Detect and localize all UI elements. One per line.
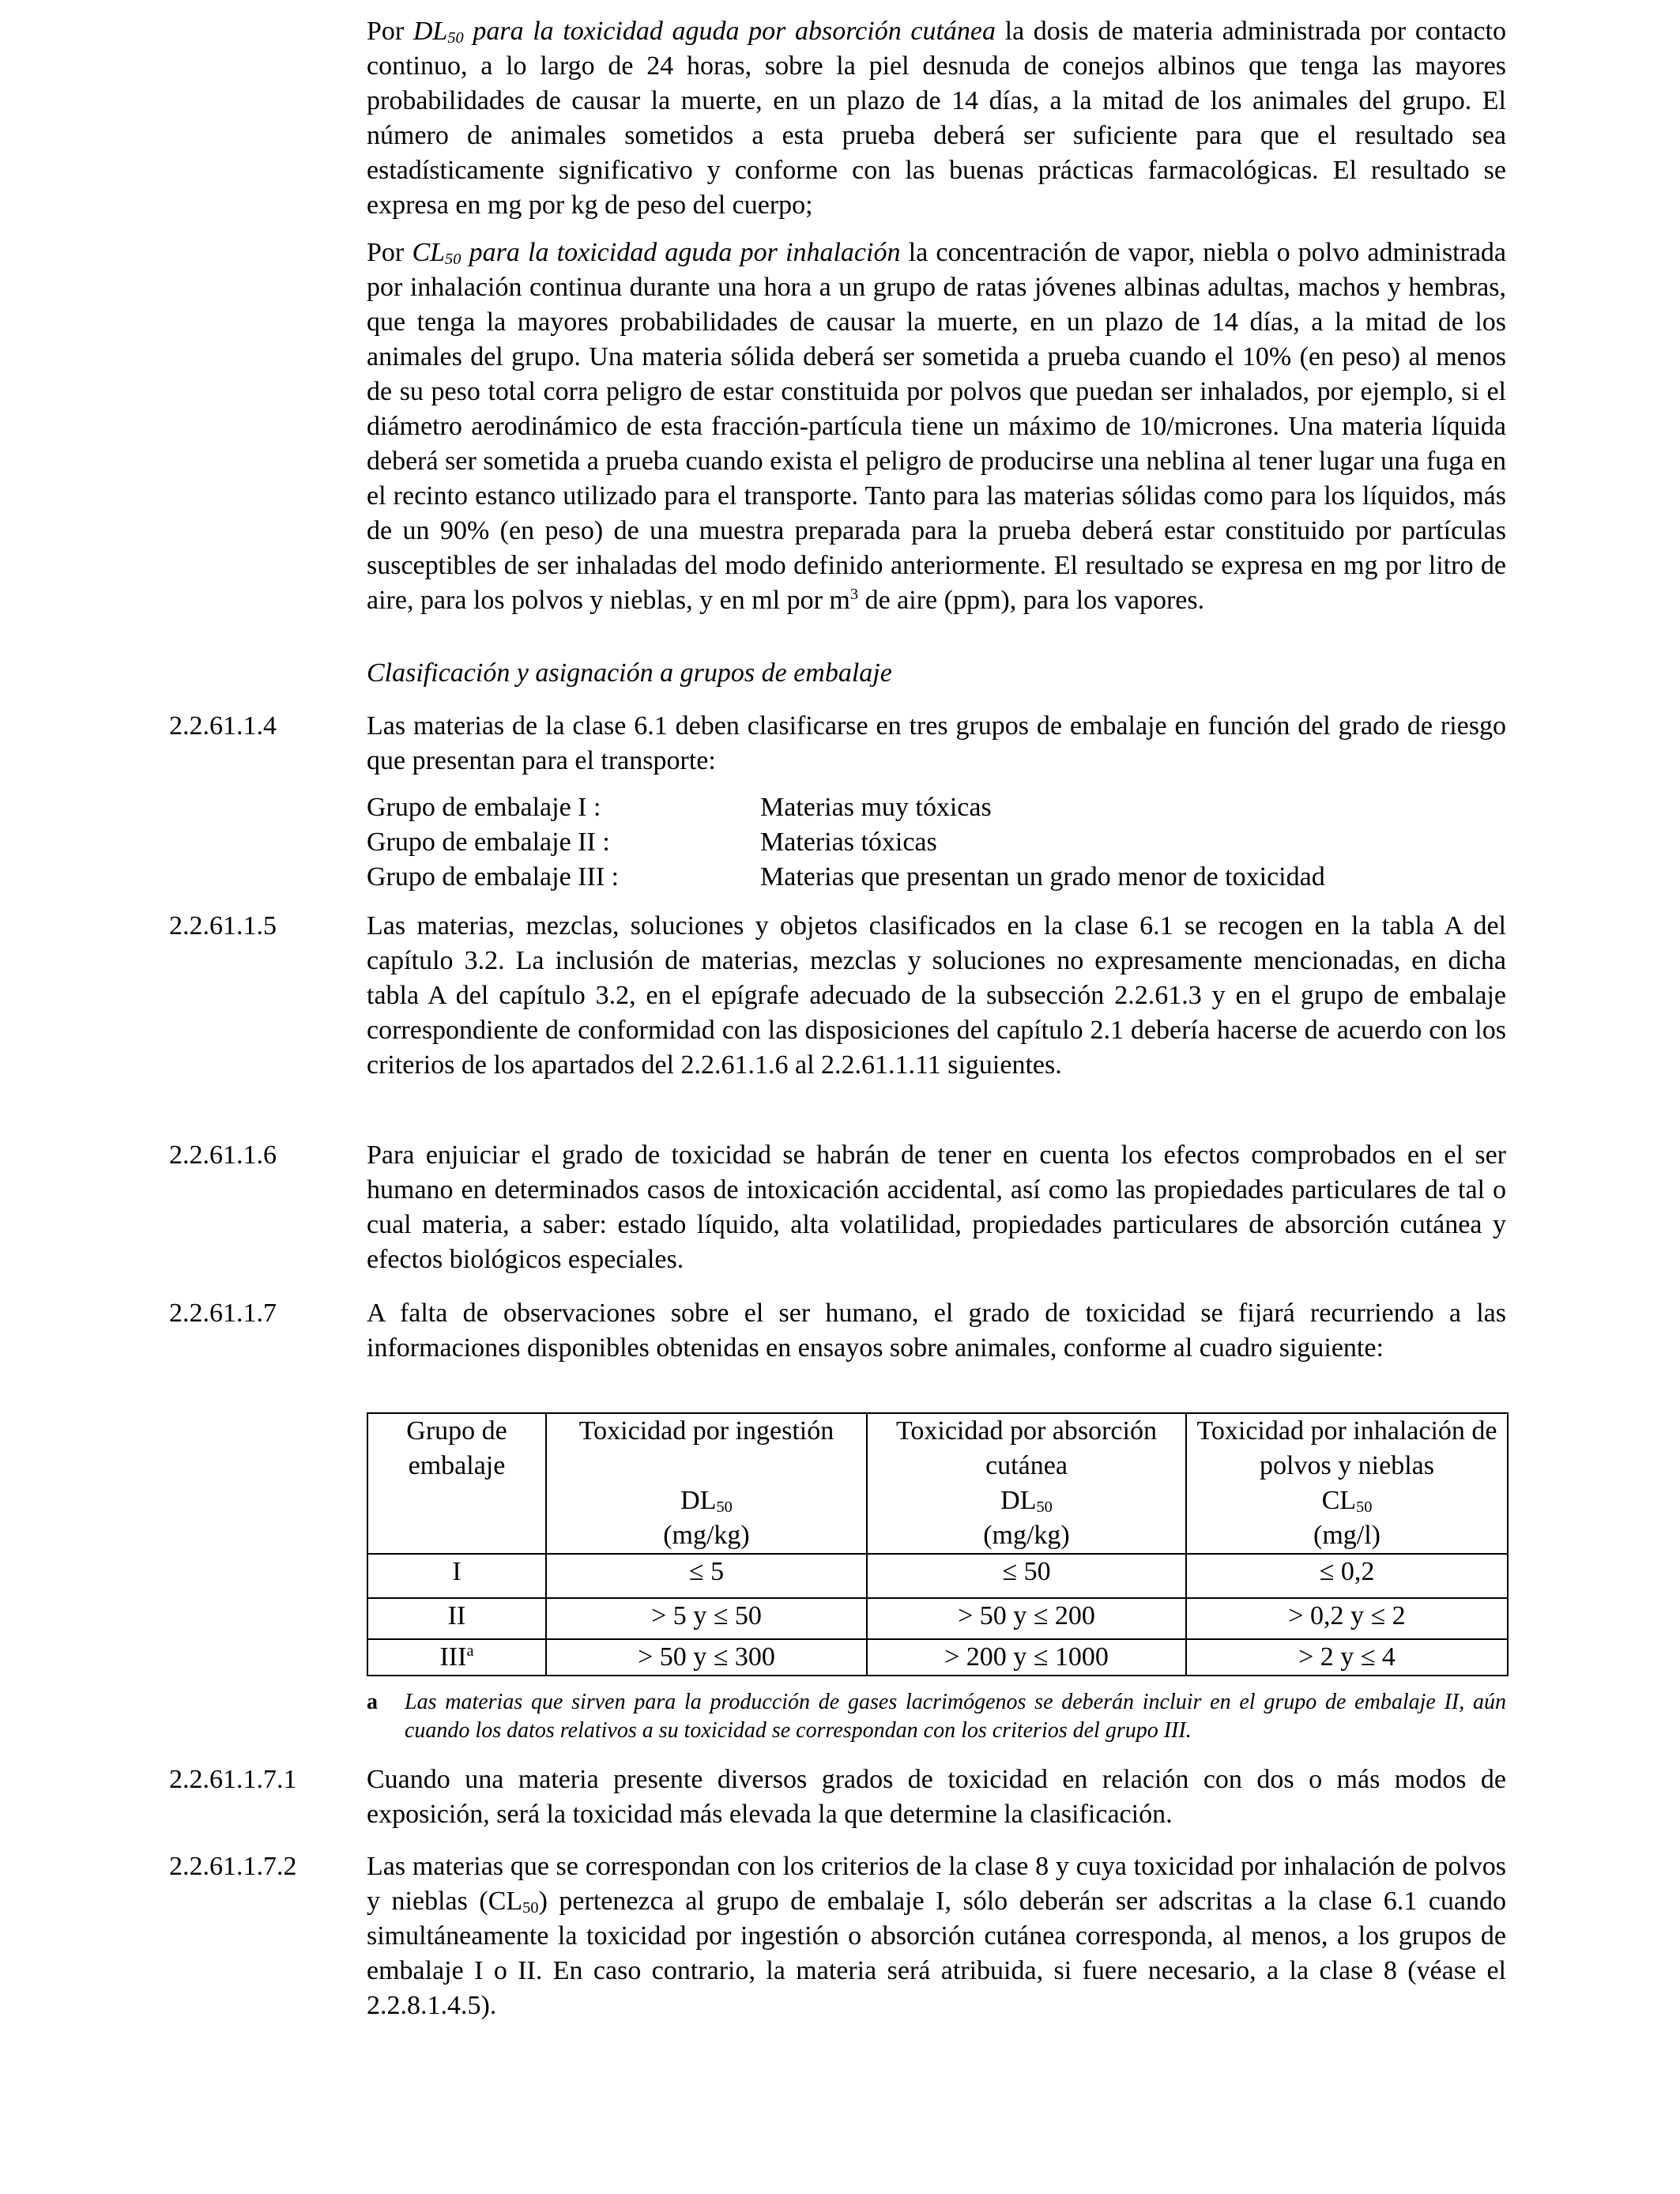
paragraph-cl50-inhalacion: Por $CL_{50}$ para la toxicidad aguda por inhalación la concentración de vapor, niebla o polvo administrada por inhalación continua durante una hora a un grupo de ratas jóvenes albinas adultas, machos y hembras, que tenga la mayores probabilidades de causar la muerte, en un plazo de 14 días, a la mitad de los animales del grupo. Una materia sólida deberá ser sometida a prueba cuando el 10% (en peso) al menos de su peso total corra peligro de estar constituida por polvos que puedan ser inhalados, por ejemplo, si el diámetro aerodinámico de esta fracción-partícula tiene un máximo de 10/micrones. Una materia líquida deberá ser sometida a prueba cuando exista el peligro de producirse una neblina al tener lugar una fuga en el recinto estanco utilizado para el transporte. Tanto para las materias sólidas como para los líquidos, más de un 90% (en peso) de una muestra preparada para la prueba deberá estar constituido por partículas susceptibles de ser inhaladas del modo definido anteriormente. El resultado se expresa en mg por litro de aire, para los polvos y nieblas, y en ml por $m^3$ de aire (ppm), para los vapores.	[367, 238, 1507, 615]
toxicity-table	[367, 1412, 1509, 1676]
packing-group-item: Grupo de embalaje I : Materias muy tóxicas	[367, 793, 992, 822]
table-cell: > 200 y ≤ 1000	[867, 1639, 1186, 1676]
packing-group-item: Grupo de embalaje III : Materias que presentan un grado menor de toxicidad	[367, 862, 1325, 892]
text-fragment: Por	[367, 238, 412, 267]
table-cell: ≤ 5	[546, 1554, 867, 1598]
section-number: 2.2.61.1.7.1	[169, 1765, 297, 1794]
section-text: Para enjuiciar el grado de toxicidad se habrán de tener en cuenta los efectos comprobados en el ser humano en determinados casos de intoxicación accidental, así como las propiedades particulares de tal o cual materia, a saber: estado líquido, alta volatilidad, propiedades particulares de absorción cutánea y efectos biológicos especiales.	[367, 1140, 1506, 1274]
table-cell-group: III$^a$	[367, 1639, 546, 1676]
table-cell: ≤ 0,2	[1186, 1554, 1508, 1598]
section-heading: Clasificación y asignación a grupos de embalaje	[367, 658, 892, 688]
table-header-cell: Grupo de embalaje	[367, 1413, 546, 1554]
section-text: Las materias que se correspondan con los criterios de la clase 8 y cuya toxicidad por inhalación de polvos y nieblas $(CL_{50})$ pertenezca al grupo de embalaje I, sólo deberán ser adscritas a la clase 6.1 cuando simultáneamente la toxicidad por ingestión o absorción cutánea corresponda, al menos, a los grupos de embalaje I o II. En caso contrario, la materia será atribuida, si fuere necesario, a la clase 8 (véase el 2.2.8.1.4.5).	[367, 1852, 1506, 2020]
section-text: A falta de observaciones sobre el ser humano, el grado de toxicidad se fijará recurriendo a las informaciones disponibles obtenidas en ensayos sobre animales, conforme al cuadro siguiente:	[367, 1299, 1506, 1363]
packing-group-list	[367, 790, 1506, 895]
table-cell: > 50 y ≤ 200	[867, 1598, 1186, 1639]
table-cell: > 5 y ≤ 50	[546, 1598, 867, 1639]
section-number: 2.2.61.1.4	[169, 711, 277, 741]
section-number: 2.2.61.1.5	[169, 911, 277, 941]
table-cell-group: II	[367, 1598, 546, 1639]
section-number: 2.2.61.1.7.2	[169, 1852, 297, 1881]
paragraph-dl50-cutanea	[367, 14, 1506, 223]
table-row	[367, 1554, 1508, 1598]
table-row	[367, 1598, 1508, 1639]
table-cell: > 0,2 y ≤ 2	[1186, 1598, 1508, 1639]
section-text: Las materias, mezclas, soluciones y objetos clasificados en la clase 6.1 se recogen en la tabla A del capítulo 3.2. La inclusión de materias, mezclas y soluciones no expresamente mencionadas, en dicha tabla A del capítulo 3.2, en el epígrafe adecuado de la subsección 2.2.61.3 y en el grupo de embalaje correspondiente de conformidad con las disposiciones del capítulo 2.1 debería hacerse de acuerdo con los criterios de los apartados del 2.2.61.1.6 al 2.2.61.1.11 siguientes.	[367, 911, 1506, 1080]
section-text: Cuando una materia presente diversos grados de toxicidad en relación con dos o más modos de exposición, será la toxicidad más elevada la que determine la clasificación.	[367, 1765, 1506, 1829]
paragraph-text: la dosis de materia administrada por contacto continuo, a lo largo de 24 horas, sobre la piel desnuda de conejos albinos que tenga las mayores probabilidades de causar la muerte, en un plazo de 14 días, a la mitad de los animales del grupo. El número de animales sometidos a esta prueba deberá ser suficiente para que el resultado sea estadísticamente significativo y conforme con las buenas prácticas farmacológicas. El resultado se expresa en mg por kg de peso del cuerpo;	[367, 17, 1507, 220]
footnote-text: Las materias que sirven para la producción de gases lacrimógenos se deberán incluir en el grupo de embalaje II, aún cuando los datos relativos a su toxicidad se correspondan con los criterios del grupo III.	[405, 1690, 1506, 1743]
table-header-cell: Toxicidad por absorción cutánea $DL_{50}$ (mg/kg)	[867, 1413, 1186, 1554]
section-number: 2.2.61.1.6	[169, 1140, 277, 1170]
section-number: 2.2.61.1.7	[169, 1299, 277, 1328]
table-cell: ≤ 50	[867, 1554, 1186, 1598]
paragraph-text: la concentración de vapor, niebla o polvo administrada por inhalación continua durante una hora a un grupo de ratas jóvenes albinas adultas, machos y hembras, que tenga la mayores probabilidades de causar la muerte, en un plazo de 14 días, a la mitad de los animales del grupo. Una materia sólida deberá ser sometida a prueba cuando el 10% (en peso) al menos de su peso total corra peligro de estar constituida por polvos que puedan ser inhalados, por ejemplo, si el diámetro aerodinámico de esta fracción-partícula tiene un máximo de 10/micrones. Una materia líquida deberá ser sometida a prueba cuando exista el peligro de producirse una neblina al tener lugar una fuga en el recinto estanco utilizado para el transporte. Tanto para las materias sólidas como para los líquidos, más de un 90% (en peso) de una muestra preparada para la prueba deberá estar constituido por partículas susceptibles de ser inhaladas del modo definido anteriormente. El resultado se expresa en mg por litro de aire, para los polvos y nieblas, y en ml por m	[367, 238, 1507, 615]
footnote-mark: a	[367, 1690, 378, 1714]
table-cell-group: I	[367, 1554, 546, 1598]
table-header-row	[367, 1413, 1508, 1554]
table-cell: > 2 y ≤ 4	[1186, 1639, 1508, 1676]
defined-term: $CL_{50}$ para la toxicidad aguda por inhalación	[412, 238, 901, 268]
table-header-cell: Toxicidad por ingestión $DL_{50}$ (mg/kg)	[546, 1413, 867, 1554]
table-row	[367, 1639, 1508, 1676]
table-header-cell: Toxicidad por inhalación de polvos y nieblas $CL_{50}$ (mg/l)	[1186, 1413, 1508, 1554]
table-cell: > 50 y ≤ 300	[546, 1639, 867, 1676]
text-fragment: Por	[367, 17, 413, 46]
packing-group-item: Grupo de embalaje II : Materias tóxicas	[367, 827, 937, 857]
defined-term: $DL_{50}$ para la toxicidad aguda por absorción cutánea	[412, 17, 996, 47]
section-text: Las materias de la clase 6.1 deben clasificarse en tres grupos de embalaje en función del grado de riesgo que presentan para el transporte:	[367, 711, 1506, 775]
